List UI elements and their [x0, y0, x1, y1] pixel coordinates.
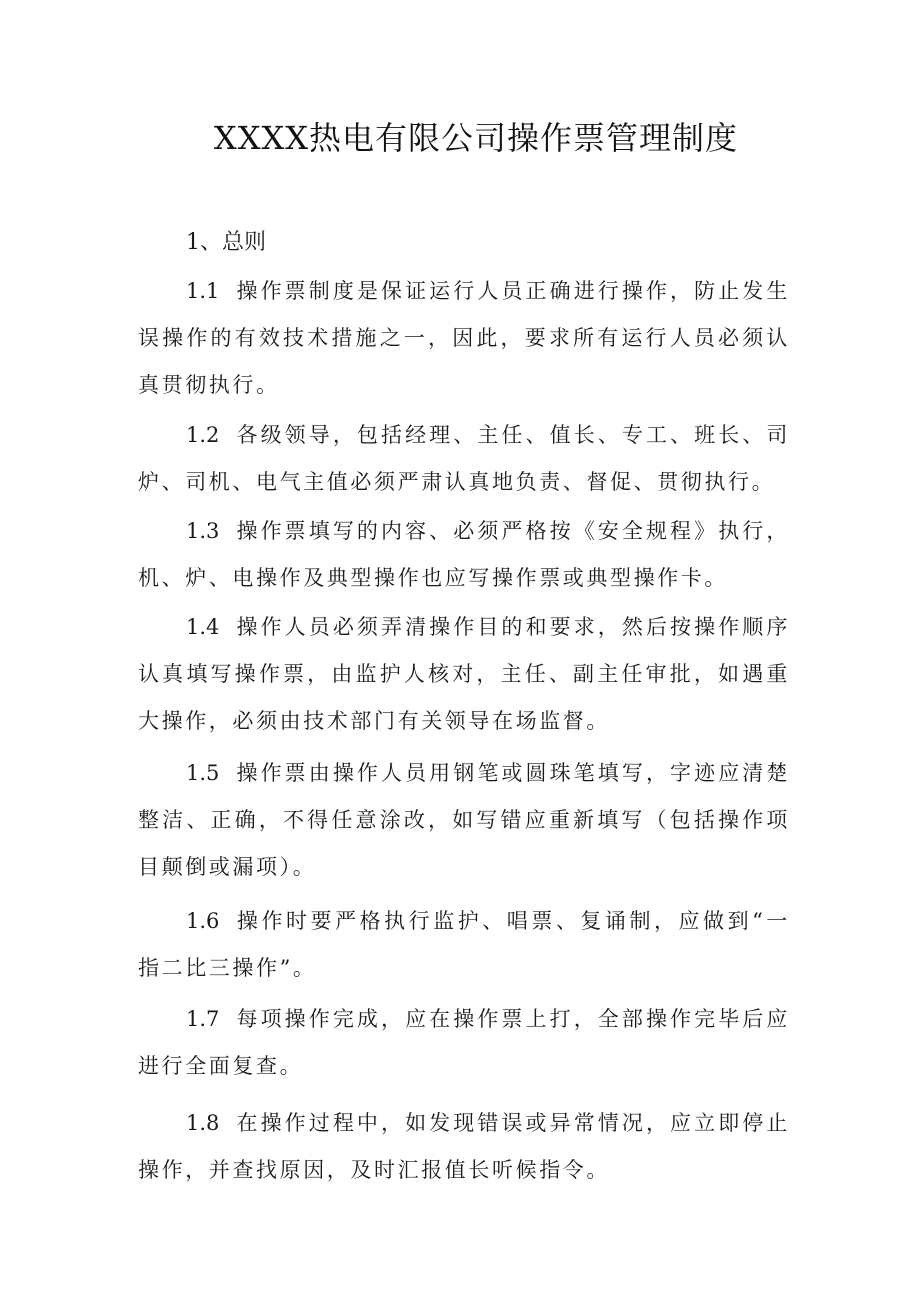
- clause-text: 各级领导，包括经理、主任、值长、专工、班长、司炉、司机、电气主值必须严肃认真地负责、督促、贯彻执行。: [138, 423, 790, 494]
- clause-number: 1.3: [186, 519, 220, 543]
- clause-1-5: [138, 750, 790, 891]
- section-heading: 1、总则: [186, 230, 266, 255]
- clause-number: 1.2: [186, 423, 220, 447]
- clause-text: 操作票制度是保证运行人员正确进行操作，防止发生误操作的有效技术措施之一，因此，要求所有运行人员必须认真贯彻执行。: [138, 279, 790, 397]
- clause-number: 1.8: [186, 1111, 220, 1135]
- clause-1-6: [138, 898, 790, 992]
- clause-number: 1.5: [186, 761, 220, 785]
- clause-number: 1.1: [186, 279, 220, 303]
- clause-1-1: [138, 268, 790, 409]
- clause-text: 每项操作完成，应在操作票上打，全部操作完毕后应进行全面复查。: [138, 1007, 790, 1078]
- clause-1-2: [138, 412, 790, 506]
- clause-text: 操作时要严格执行监护、唱票、复诵制，应做到“一指二比三操作”。: [138, 909, 790, 980]
- clause-number: 1.7: [186, 1007, 220, 1031]
- clause-1-7: [138, 996, 790, 1090]
- clause-1-3: [138, 508, 790, 602]
- clause-text: 在操作过程中，如发现错误或异常情况，应立即停止操作，并查找原因，及时汇报值长听候指令。: [138, 1111, 790, 1182]
- clause-1-4: [138, 604, 790, 745]
- clause-text: 操作票由操作人员用钢笔或圆珠笔填写，字迹应清楚整洁、正确，不得任意涂改，如写错应重新填写（包括操作项目颠倒或漏项）。: [138, 761, 790, 879]
- document-title: XXXX热电有限公司操作票管理制度: [213, 119, 739, 157]
- clause-text: 操作票填写的内容、必须严格按《安全规程》执行，机、炉、电操作及典型操作也应写操作票或典型操作卡。: [138, 519, 790, 590]
- clause-number: 1.4: [186, 615, 220, 639]
- clause-number: 1.6: [186, 909, 220, 933]
- clause-1-8: [138, 1100, 790, 1194]
- clause-text: 操作人员必须弄清操作目的和要求，然后按操作顺序认真填写操作票，由监护人核对，主任、副主任审批，如遇重大操作，必须由技术部门有关领导在场监督。: [138, 615, 790, 733]
